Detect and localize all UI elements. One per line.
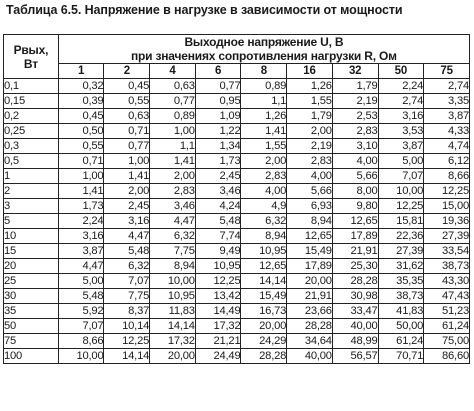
voltage-cell: 12,65: [332, 214, 378, 229]
voltage-cell: 12,25: [104, 334, 150, 349]
voltage-cell: 2,74: [378, 94, 424, 109]
power-cell: 1: [4, 169, 59, 184]
voltage-cell: 75,00: [424, 334, 470, 349]
voltage-cell: 17,32: [195, 319, 241, 334]
voltage-cell: 2,83: [150, 184, 196, 199]
voltage-cell: 8,00: [332, 184, 378, 199]
voltage-cell: 25,30: [332, 259, 378, 274]
voltage-cell: 1,22: [195, 124, 241, 139]
voltage-cell: 12,65: [287, 229, 333, 244]
voltage-cell: 1,00: [58, 169, 104, 184]
voltage-cell: 0,55: [58, 139, 104, 154]
table-row: [4, 154, 470, 169]
voltage-group-header: [58, 35, 469, 64]
voltage-cell: 40,00: [287, 349, 333, 364]
power-cell: 10: [4, 229, 59, 244]
table-row: [4, 214, 470, 229]
voltage-cell: 15,00: [424, 199, 470, 214]
table-row: [4, 109, 470, 124]
voltage-cell: 10,00: [150, 274, 196, 289]
resistance-header-cell: 4: [150, 64, 196, 79]
table-row: [4, 229, 470, 244]
table-row: [4, 199, 470, 214]
voltage-cell: 33,54: [424, 244, 470, 259]
voltage-cell: 27,39: [378, 244, 424, 259]
voltage-cell: 4,00: [287, 169, 333, 184]
voltage-cell: 34,64: [287, 334, 333, 349]
voltage-cell: 1,1: [150, 139, 196, 154]
voltage-cell: 0,89: [150, 109, 196, 124]
power-label-line1: Pвых,: [13, 42, 49, 57]
voltage-cell: 0,63: [104, 109, 150, 124]
voltage-cell: 22,36: [378, 229, 424, 244]
voltage-cell: 2,53: [332, 109, 378, 124]
voltage-cell: 7,74: [195, 229, 241, 244]
table-row: [4, 319, 470, 334]
voltage-cell: 3,10: [332, 139, 378, 154]
voltage-cell: 7,07: [104, 274, 150, 289]
voltage-cell: 0,50: [58, 124, 104, 139]
voltage-cell: 9,80: [332, 199, 378, 214]
voltage-cell: 1,00: [104, 154, 150, 169]
voltage-cell: 3,46: [150, 199, 196, 214]
voltage-cell: 2,19: [332, 94, 378, 109]
voltage-cell: 11,83: [150, 304, 196, 319]
voltage-cell: 2,00: [150, 169, 196, 184]
voltage-cell: 7,75: [104, 289, 150, 304]
voltage-cell: 0,77: [195, 79, 241, 94]
voltage-cell: 0,45: [58, 109, 104, 124]
table-row: [4, 349, 470, 364]
resistance-header-cell: 50: [378, 64, 424, 79]
power-cell: 0,3: [4, 139, 59, 154]
power-cell: 30: [4, 289, 59, 304]
voltage-cell: 31,62: [378, 259, 424, 274]
voltage-cell: 1,41: [150, 154, 196, 169]
voltage-cell: 2,45: [104, 199, 150, 214]
voltage-cell: 8,94: [287, 214, 333, 229]
voltage-cell: 8,66: [424, 169, 470, 184]
voltage-cell: 10,00: [58, 349, 104, 364]
voltage-cell: 8,94: [150, 259, 196, 274]
voltage-cell: 33,47: [332, 304, 378, 319]
voltage-cell: 12,25: [378, 199, 424, 214]
power-cell: 100: [4, 349, 59, 364]
table-row: [4, 184, 470, 199]
voltage-cell: 47,43: [424, 289, 470, 304]
voltage-cell: 5,00: [378, 154, 424, 169]
voltage-cell: 14,49: [195, 304, 241, 319]
voltage-cell: 15,81: [378, 214, 424, 229]
voltage-cell: 24,49: [195, 349, 241, 364]
voltage-cell: 1,79: [287, 109, 333, 124]
voltage-cell: 38,73: [424, 259, 470, 274]
table-row: [4, 94, 470, 109]
voltage-cell: 7,07: [58, 319, 104, 334]
table-row: [4, 124, 470, 139]
voltage-cell: 3,87: [424, 109, 470, 124]
voltage-cell: 3,16: [58, 229, 104, 244]
voltage-cell: 14,14: [150, 319, 196, 334]
voltage-cell: 24,29: [241, 334, 287, 349]
power-cell: 2: [4, 184, 59, 199]
voltage-cell: 38,73: [378, 289, 424, 304]
voltage-cell: 2,00: [104, 184, 150, 199]
voltage-cell: 12,25: [424, 184, 470, 199]
voltage-cell: 0,63: [150, 79, 196, 94]
power-cell: 15: [4, 244, 59, 259]
voltage-cell: 15,49: [241, 289, 287, 304]
voltage-cell: 2,24: [378, 79, 424, 94]
voltage-cell: 5,00: [58, 274, 104, 289]
voltage-cell: 5,48: [195, 214, 241, 229]
voltage-cell: 12,65: [241, 259, 287, 274]
table-row: [4, 274, 470, 289]
voltage-cell: 51,23: [424, 304, 470, 319]
voltage-cell: 56,57: [332, 349, 378, 364]
table-row: [4, 304, 470, 319]
voltage-cell: 10,95: [195, 259, 241, 274]
table-caption: Таблица 6.5. Напряжение в нагрузке в зависимости от мощности: [6, 3, 403, 17]
voltage-cell: 4,9: [241, 199, 287, 214]
voltage-cell: 6,32: [104, 259, 150, 274]
voltage-cell: 13,42: [195, 289, 241, 304]
table-row: [4, 139, 470, 154]
voltage-cell: 27,39: [424, 229, 470, 244]
power-cell: 75: [4, 334, 59, 349]
voltage-cell: 1,1: [241, 94, 287, 109]
voltage-cell: 3,46: [195, 184, 241, 199]
voltage-cell: 28,28: [332, 274, 378, 289]
voltage-cell: 10,14: [104, 319, 150, 334]
voltage-cell: 3,53: [378, 124, 424, 139]
voltage-cell: 41,83: [378, 304, 424, 319]
voltage-cell: 0,71: [58, 154, 104, 169]
voltage-cell: 5,92: [58, 304, 104, 319]
table-body: [4, 79, 470, 364]
table-row: [4, 169, 470, 184]
voltage-cell: 2,83: [332, 124, 378, 139]
voltage-cell: 6,32: [150, 229, 196, 244]
power-cell: 35: [4, 304, 59, 319]
voltage-cell: 10,95: [150, 289, 196, 304]
voltage-cell: 20,00: [241, 319, 287, 334]
voltage-cell: 0,39: [58, 94, 104, 109]
voltage-cell: 28,28: [241, 349, 287, 364]
voltage-cell: 20,00: [150, 349, 196, 364]
table-row: [4, 244, 470, 259]
voltage-cell: 0,77: [150, 94, 196, 109]
power-cell: 25: [4, 274, 59, 289]
resistance-header-cell: 2: [104, 64, 150, 79]
voltage-cell: 4,74: [424, 139, 470, 154]
voltage-cell: 1,79: [332, 79, 378, 94]
voltage-cell: 2,45: [195, 169, 241, 184]
voltage-cell: 17,89: [287, 259, 333, 274]
voltage-cell: 1,00: [150, 124, 196, 139]
resistance-header-cell: 8: [241, 64, 287, 79]
voltage-cell: 16,73: [241, 304, 287, 319]
voltage-table: [3, 34, 470, 364]
voltage-cell: 50,00: [378, 319, 424, 334]
group-header-line2: при значениях сопротивления нагрузки R, Ом: [131, 49, 397, 63]
voltage-cell: 15,49: [287, 244, 333, 259]
table-row: [4, 334, 470, 349]
voltage-cell: 70,71: [378, 349, 424, 364]
voltage-cell: 1,34: [195, 139, 241, 154]
resistance-header-cell: 6: [195, 64, 241, 79]
power-cell: 0,15: [4, 94, 59, 109]
power-cell: 5: [4, 214, 59, 229]
power-cell: 0,2: [4, 109, 59, 124]
voltage-cell: 3,16: [104, 214, 150, 229]
voltage-cell: 48,99: [332, 334, 378, 349]
voltage-cell: 3,35: [424, 94, 470, 109]
voltage-cell: 1,26: [287, 79, 333, 94]
voltage-cell: 2,83: [287, 154, 333, 169]
resistance-header-cell: 32: [332, 64, 378, 79]
voltage-cell: 21,91: [287, 289, 333, 304]
voltage-cell: 3,87: [58, 244, 104, 259]
power-cell: 3: [4, 199, 59, 214]
resistance-header-cell: 75: [424, 64, 470, 79]
voltage-cell: 17,89: [332, 229, 378, 244]
voltage-cell: 7,07: [378, 169, 424, 184]
voltage-cell: 9,49: [195, 244, 241, 259]
voltage-cell: 43,30: [424, 274, 470, 289]
voltage-cell: 2,00: [241, 154, 287, 169]
voltage-cell: 8,94: [241, 229, 287, 244]
voltage-cell: 8,66: [58, 334, 104, 349]
power-label-line2: Вт: [23, 56, 38, 71]
power-cell: 50: [4, 319, 59, 334]
voltage-cell: 17,32: [150, 334, 196, 349]
voltage-cell: 6,12: [424, 154, 470, 169]
voltage-cell: 10,00: [378, 184, 424, 199]
voltage-cell: 23,66: [287, 304, 333, 319]
voltage-cell: 20,00: [287, 274, 333, 289]
voltage-cell: 0,89: [241, 79, 287, 94]
voltage-cell: 5,48: [58, 289, 104, 304]
voltage-cell: 2,74: [424, 79, 470, 94]
voltage-cell: 0,32: [58, 79, 104, 94]
voltage-cell: 2,00: [287, 124, 333, 139]
voltage-cell: 35,35: [378, 274, 424, 289]
power-column-header: [4, 35, 59, 79]
voltage-cell: 8,37: [104, 304, 150, 319]
voltage-cell: 2,19: [287, 139, 333, 154]
voltage-cell: 3,87: [378, 139, 424, 154]
table-row: [4, 259, 470, 274]
voltage-cell: 4,47: [150, 214, 196, 229]
voltage-cell: 61,24: [378, 334, 424, 349]
power-cell: 0,5: [4, 154, 59, 169]
voltage-cell: 19,36: [424, 214, 470, 229]
voltage-cell: 1,26: [241, 109, 287, 124]
voltage-cell: 2,83: [241, 169, 287, 184]
resistance-header-cell: 16: [287, 64, 333, 79]
voltage-cell: 40,00: [332, 319, 378, 334]
power-cell: 0,25: [4, 124, 59, 139]
power-cell: 0,1: [4, 79, 59, 94]
voltage-cell: 6,93: [287, 199, 333, 214]
resistance-header-cell: 1: [58, 64, 104, 79]
voltage-cell: 7,75: [150, 244, 196, 259]
table-row: [4, 79, 470, 94]
voltage-cell: 21,21: [195, 334, 241, 349]
voltage-cell: 10,95: [241, 244, 287, 259]
voltage-cell: 4,47: [104, 229, 150, 244]
voltage-cell: 1,41: [58, 184, 104, 199]
voltage-cell: 30,98: [332, 289, 378, 304]
voltage-cell: 1,73: [58, 199, 104, 214]
voltage-cell: 3,16: [378, 109, 424, 124]
voltage-cell: 1,09: [195, 109, 241, 124]
voltage-cell: 0,55: [104, 94, 150, 109]
voltage-cell: 28,28: [287, 319, 333, 334]
voltage-cell: 0,77: [104, 139, 150, 154]
voltage-cell: 4,24: [195, 199, 241, 214]
power-cell: 20: [4, 259, 59, 274]
voltage-cell: 1,41: [241, 124, 287, 139]
table-row: [4, 289, 470, 304]
voltage-cell: 86,60: [424, 349, 470, 364]
voltage-cell: 14,14: [104, 349, 150, 364]
voltage-cell: 5,66: [287, 184, 333, 199]
voltage-cell: 12,25: [195, 274, 241, 289]
voltage-cell: 0,71: [104, 124, 150, 139]
voltage-cell: 5,66: [332, 169, 378, 184]
resistance-header-row: [4, 64, 470, 79]
voltage-cell: 2,24: [58, 214, 104, 229]
group-header-line1: Выходное напряжение U, В: [184, 35, 344, 49]
voltage-cell: 4,00: [241, 184, 287, 199]
voltage-cell: 4,33: [424, 124, 470, 139]
voltage-cell: 21,91: [332, 244, 378, 259]
voltage-cell: 1,73: [195, 154, 241, 169]
voltage-cell: 0,45: [104, 79, 150, 94]
voltage-cell: 5,48: [104, 244, 150, 259]
voltage-cell: 4,47: [58, 259, 104, 274]
voltage-cell: 1,55: [241, 139, 287, 154]
voltage-cell: 1,41: [104, 169, 150, 184]
voltage-cell: 4,00: [332, 154, 378, 169]
voltage-cell: 6,32: [241, 214, 287, 229]
voltage-cell: 14,14: [241, 274, 287, 289]
voltage-cell: 1,55: [287, 94, 333, 109]
voltage-cell: 0,95: [195, 94, 241, 109]
voltage-cell: 61,24: [424, 319, 470, 334]
